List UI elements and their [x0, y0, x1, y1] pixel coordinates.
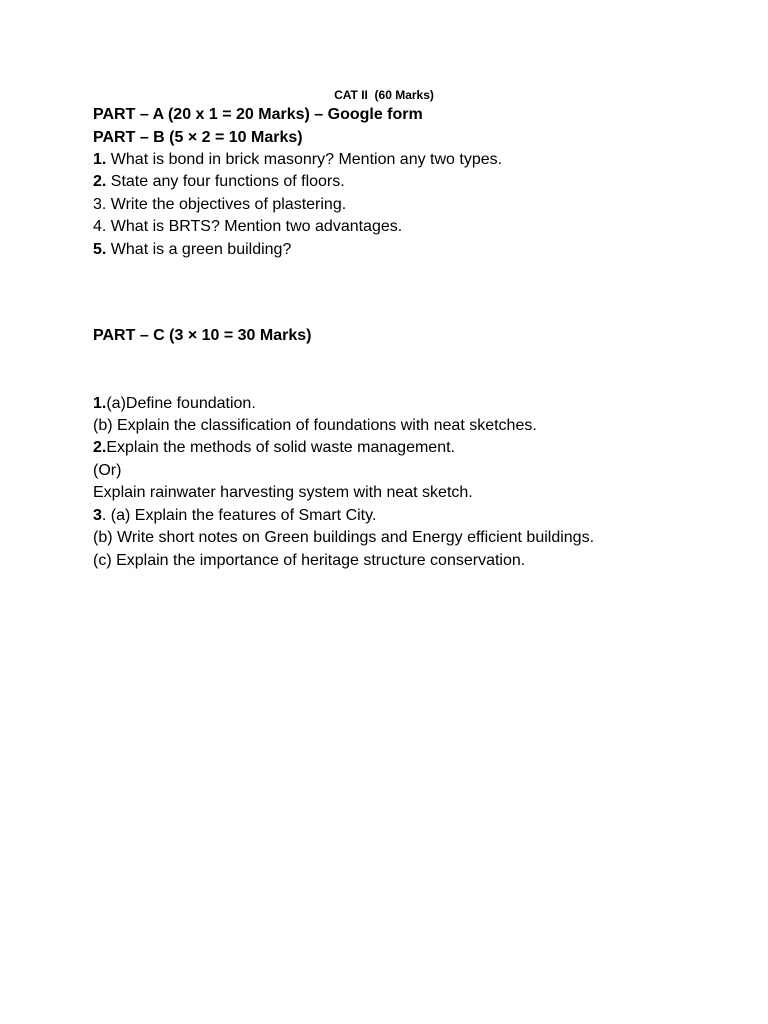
part-c-line-1 — [93, 393, 256, 415]
question-text: (b) Write short notes on Green buildings and Energy efficient buildings. — [93, 529, 595, 546]
question-text: . (a) Explain the features of Smart City. — [101, 507, 377, 524]
question-number: 1. — [93, 151, 107, 168]
part-b-question-5 — [93, 239, 291, 261]
question-number: 3 — [93, 507, 102, 524]
part-b-question-1 — [93, 149, 502, 171]
question-number: 2. — [93, 439, 107, 456]
part-c-line-5 — [93, 482, 473, 504]
question-text: What is bond in brick masonry? Mention any two types. — [106, 151, 503, 168]
question-text: Explain the methods of solid waste management. — [106, 439, 455, 456]
question-text: (Or) — [93, 462, 122, 479]
question-number: 1. — [93, 395, 107, 412]
part-b-heading: PART – B (5 × 2 = 10 Marks) — [93, 129, 303, 146]
question-text: Explain rainwater harvesting system with neat sketch. — [93, 484, 473, 501]
question-number: 2. — [93, 173, 107, 190]
part-c-line-6 — [93, 505, 376, 527]
question-number: 4. — [93, 218, 107, 235]
question-text: (a)Define foundation. — [106, 395, 256, 412]
question-number: 5. — [93, 241, 107, 258]
part-c-line-4 — [93, 460, 121, 482]
question-text: What is BRTS? Mention two advantages. — [106, 218, 403, 235]
part-a-heading: PART – A (20 x 1 = 20 Marks) – Google form — [93, 106, 423, 123]
question-text: What is a green building? — [106, 241, 292, 258]
question-number: 3. — [93, 196, 107, 213]
question-text: (c) Explain the importance of heritage structure conservation. — [93, 552, 526, 569]
question-text: Write the objectives of plastering. — [106, 196, 347, 213]
question-text: State any four functions of floors. — [106, 173, 345, 190]
part-c-line-7 — [93, 527, 594, 549]
part-b-question-3 — [93, 194, 346, 216]
part-b-question-4 — [93, 216, 402, 238]
exam-title: CAT II (60 Marks) — [334, 88, 434, 102]
question-text: (b) Explain the classification of foundations with neat sketches. — [93, 417, 537, 434]
part-c-heading: PART – C (3 × 10 = 30 Marks) — [93, 327, 312, 344]
part-c-line-2 — [93, 415, 537, 437]
part-c-line-3 — [93, 437, 455, 459]
part-b-question-2 — [93, 171, 345, 193]
part-c-line-8 — [93, 550, 525, 572]
